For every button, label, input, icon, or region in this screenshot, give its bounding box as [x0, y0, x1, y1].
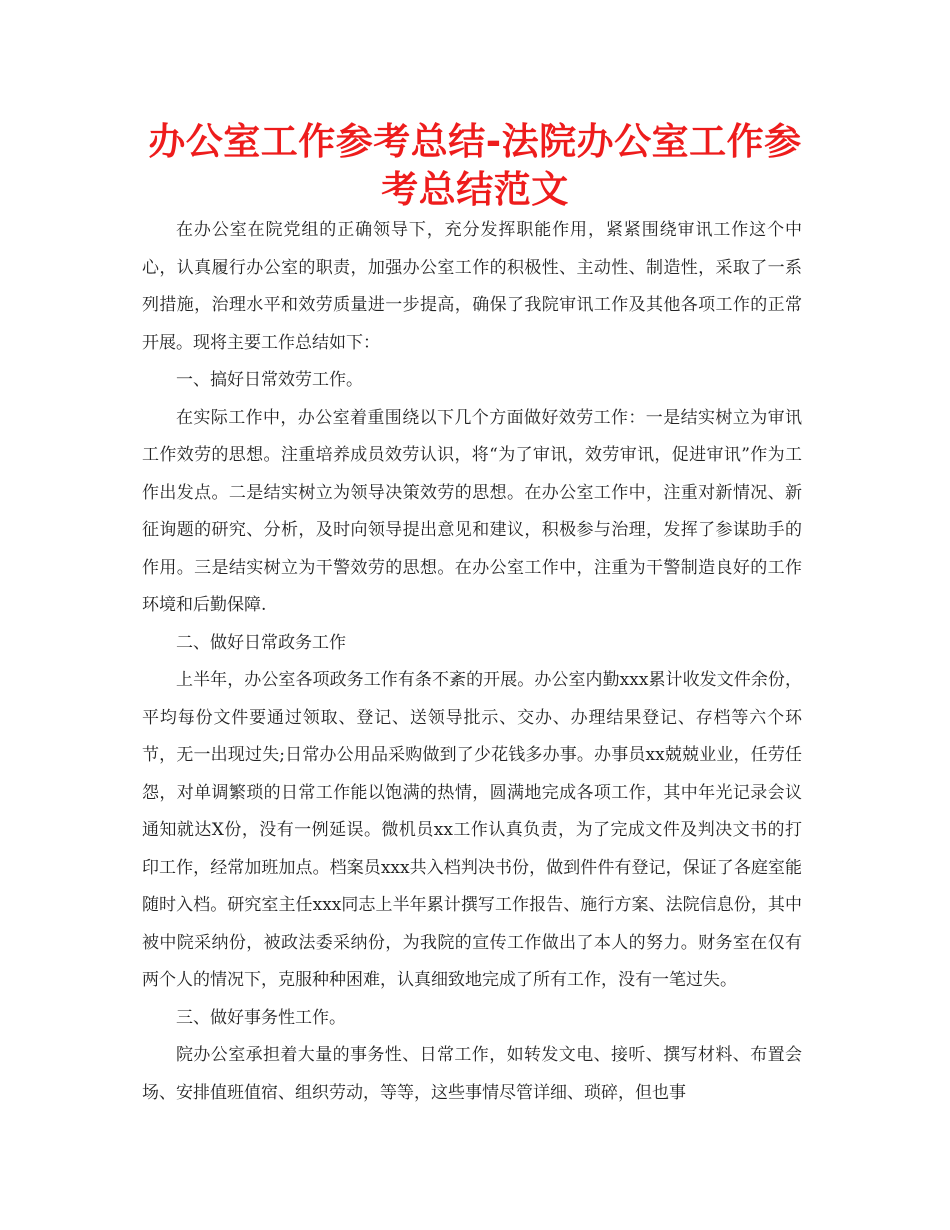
paragraph-service: 在实际工作中，办公室着重围绕以下几个方面做好效劳工作：一是结实树立为审讯工作效劳的思想。注重培养成员效劳认识，将“为了审讯，效劳审讯，促进审讯”作为工作出发点。二是结实树立为领导决策效劳的思想。在办公室工作中，注重对新情况、新征询题的研究、分析，及时向领导提出意见和建议，积极参与治理，发挥了参谋助手的作用。三是结实树立为干警效劳的思想。在办公室工作中，注重为干警制造良好的工作环境和后勤保障.	[142, 407, 802, 615]
paragraph-admin: 上半年，办公室各项政务工作有条不紊的开展。办公室内勤xxx累计收发文件余份，平均每份文件要通过领取、登记、送领导批示、交办、办理结果登记、存档等六个环节，无一出现过失;日常办公用品采购做到了少花钱多办事。办事员xx兢兢业业，任劳任怨，对单调繁琐的日常工作能以饱满的热情，圆满地完成各项工作，其中年光记录会议通知就达X份，没有一例延误。微机员xx工作认真负责，为了完成文件及判决文书的打印工作，经常加班加点。档案员xxx共入档判决书份，做到件件有登记，保证了各庭室能随时入档。研究室主任xxx同志上半年累计撰写工作报告、施行方案、法院信息份，其中被中院采纳份，被政法委采纳份，为我院的宣传工作做出了本人的努力。财务室在仅有两个人的情况下，克服种种困难，认真细致地完成了所有工作，没有一笔过失。	[142, 670, 802, 990]
paragraph-affairs: 院办公室承担着大量的事务性、日常工作，如转发文电、接听、撰写材料、布置会场、安排值班值宿、组织劳动，等等，这些事情尽管详细、琐碎，但也事	[142, 1045, 802, 1103]
document-body	[142, 212, 802, 1112]
section-heading-1: 一、搞好日常效劳工作。	[176, 370, 363, 390]
paragraph-intro: 在办公室在院党组的正确领导下，充分发挥职能作用，紧紧围绕审讯工作这个中心，认真履行办公室的职责，加强办公室工作的积极性、主动性、制造性，采取了一系列措施，治理水平和效劳质量进一步提高，确保了我院审讯工作及其他各项工作的正常开展。现将主要工作总结如下：	[142, 220, 802, 353]
document-title: 办公室工作参考总结-法院办公室工作参考总结范文	[148, 120, 802, 211]
section-heading-2: 二、做好日常政务工作	[176, 632, 346, 653]
section-heading-3: 三、做好事务性工作。	[176, 1007, 346, 1028]
